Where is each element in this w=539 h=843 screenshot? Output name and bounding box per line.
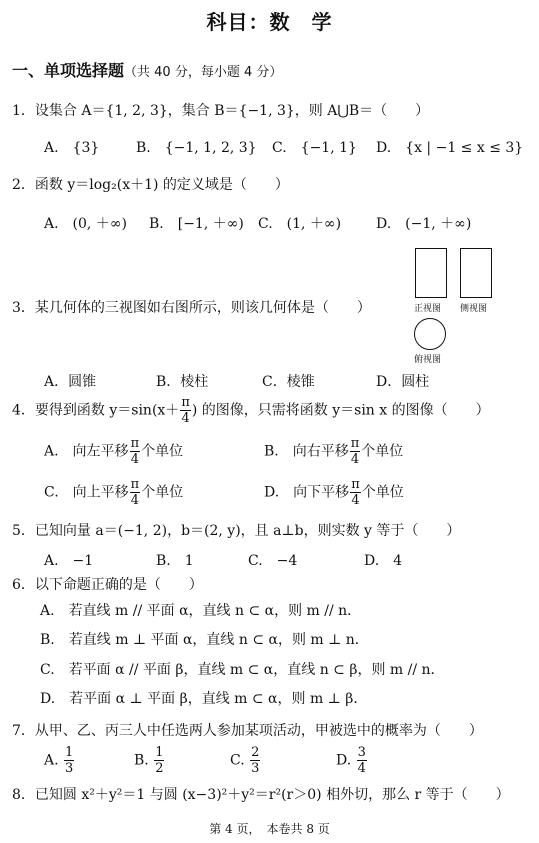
question-7-option-a — [44, 746, 75, 775]
question-1-option-a: A. {3} — [44, 140, 100, 156]
fraction-numerator: 3 — [357, 745, 366, 760]
fraction-denominator: 3 — [251, 761, 260, 776]
question-7-option-c — [230, 746, 261, 775]
question-4-option-c — [44, 478, 183, 507]
option-label: A. 向左平移 — [44, 443, 129, 460]
question-2-stem: 2．函数 y＝log₂(x＋1) 的定义域是（ ） — [12, 177, 289, 193]
section-note: （共 40 分，每小题 4 分） — [124, 65, 283, 80]
question-7-option-d — [336, 746, 368, 775]
question-6-option-a: A. 若直线 m // 平面 α，直线 n ⊂ α，则 m // n． — [40, 603, 362, 619]
fraction-numerator: 1 — [65, 745, 74, 760]
option-label: A. — [44, 752, 59, 769]
fraction-numerator: π — [130, 436, 140, 451]
question-6-option-d: D. 若平面 α ⊥ 平面 β，直线 m ⊂ α，则 m ⊥ β． — [40, 691, 368, 707]
question-4-option-b — [264, 437, 403, 466]
question-6-stem: 6．以下命题正确的是（ ） — [12, 577, 203, 593]
page-title: 科目：数 学 — [206, 10, 333, 34]
question-1-option-d: D. {x | −1 ≤ x ≤ 3} — [376, 140, 524, 156]
fraction-numerator: π — [130, 477, 140, 492]
fraction-numerator: 2 — [251, 745, 260, 760]
option-label: C. 向上平移 — [44, 484, 129, 501]
question-4-option-a — [44, 437, 183, 466]
fraction-numerator: π — [351, 477, 360, 492]
option-fraction — [64, 746, 74, 775]
option-label: B. 向右平移 — [264, 443, 349, 460]
question-3-option-a: A．圆锥 — [44, 374, 97, 390]
option-fraction — [130, 478, 141, 507]
question-3-option-d: D．圆柱 — [376, 374, 430, 390]
fraction-denominator: 4 — [357, 761, 366, 776]
option-fraction — [350, 478, 361, 507]
question-8-stem: 8．已知圆 x²＋y²＝1 与圆 (x−3)²＋y²＝r²(r＞0) 相外切，那么 r 等于（ ） — [12, 787, 510, 803]
question-1-stem: 1．设集合 A＝{1, 2, 3}，集合 B＝{−1, 3}，则 A⋃B＝（ ） — [12, 103, 430, 119]
question-3-option-c: C．棱锥 — [262, 374, 315, 390]
top-view-label: 俯视图 — [414, 355, 442, 365]
side-view-rectangle — [460, 248, 492, 298]
fraction-numerator: π — [350, 436, 360, 451]
section-title: 一、单项选择题 — [12, 61, 125, 80]
option-label: B. — [134, 752, 149, 769]
question-2-option-d: D. (−1, ＋∞) — [376, 216, 472, 232]
page-footer: 第 4 页， 本卷共 8 页 — [209, 822, 330, 836]
question-7-option-b — [134, 746, 165, 775]
question-2-option-b: B. [−1, ＋∞) — [149, 216, 244, 232]
question-5-option-a: A. −1 — [44, 553, 94, 569]
question-3-option-b: B．棱柱 — [156, 374, 209, 390]
question-4-option-d — [264, 478, 404, 507]
option-label: C. — [230, 752, 245, 769]
fraction-denominator: 4 — [181, 411, 190, 426]
question-4-stem — [12, 396, 490, 425]
question-2-option-a: A. (0, ＋∞) — [44, 216, 127, 232]
question-5-stem: 5．已知向量 a＝(−1, 2)，b＝(2, y)，且 a⊥b，则实数 y 等于（ ） — [12, 523, 461, 539]
fraction-numerator: π — [181, 395, 190, 410]
question-4-stem-pre: 4．要得到函数 y＝sin(x＋ — [12, 402, 180, 419]
question-6-option-b: B. 若直线 m ⊥ 平面 α，直线 n ⊂ α，则 m ⊥ n． — [40, 632, 369, 648]
fraction-denominator: 3 — [65, 761, 74, 776]
option-unit: 个单位 — [141, 484, 184, 501]
fraction-denominator: 4 — [350, 452, 360, 467]
top-view-circle — [414, 318, 446, 350]
question-1-option-c: C. {−1, 1} — [272, 140, 357, 156]
question-7-stem: 7．从甲、乙、丙三人中任选两人参加某项活动，甲被选中的概率为（ ） — [12, 723, 483, 739]
option-label: D. 向下平移 — [264, 484, 350, 501]
side-view-label: 侧视图 — [460, 304, 488, 314]
option-fraction — [130, 437, 141, 466]
option-unit: 个单位 — [141, 443, 184, 460]
question-5-option-c: C. −4 — [248, 553, 298, 569]
option-fraction — [350, 437, 361, 466]
section-heading — [12, 58, 282, 81]
option-fraction — [250, 746, 260, 775]
fraction-denominator: 2 — [155, 761, 164, 776]
fraction-denominator: 4 — [130, 493, 140, 508]
fraction-denominator: 4 — [351, 493, 360, 508]
question-4-stem-post: ) 的图像，只需将函数 y＝sin x 的图像（ ） — [191, 402, 490, 419]
front-view-rectangle — [415, 248, 447, 298]
question-2-option-c: C. (1, ＋∞) — [258, 216, 342, 232]
fraction-denominator: 4 — [130, 452, 139, 467]
option-fraction — [357, 746, 367, 775]
question-3-stem: 3．某几何体的三视图如右图所示，则该几何体是（ ） — [12, 300, 371, 316]
option-unit: 个单位 — [361, 484, 404, 501]
option-fraction — [154, 746, 164, 775]
front-view-label: 正视图 — [414, 304, 442, 314]
question-5-option-d: D. 4 — [364, 553, 403, 569]
question-6-option-c: C. 若平面 α // 平面 β，直线 m ⊂ α，直线 n ⊂ β，则 m // n． — [40, 662, 445, 678]
fraction-numerator: 1 — [155, 745, 164, 760]
question-5-option-b: B. 1 — [156, 553, 194, 569]
option-unit: 个单位 — [361, 443, 404, 460]
question-1-option-b: B. {−1, 1, 2, 3} — [136, 140, 257, 156]
option-label: D. — [336, 752, 352, 769]
question-4-stem-fraction — [180, 396, 191, 425]
